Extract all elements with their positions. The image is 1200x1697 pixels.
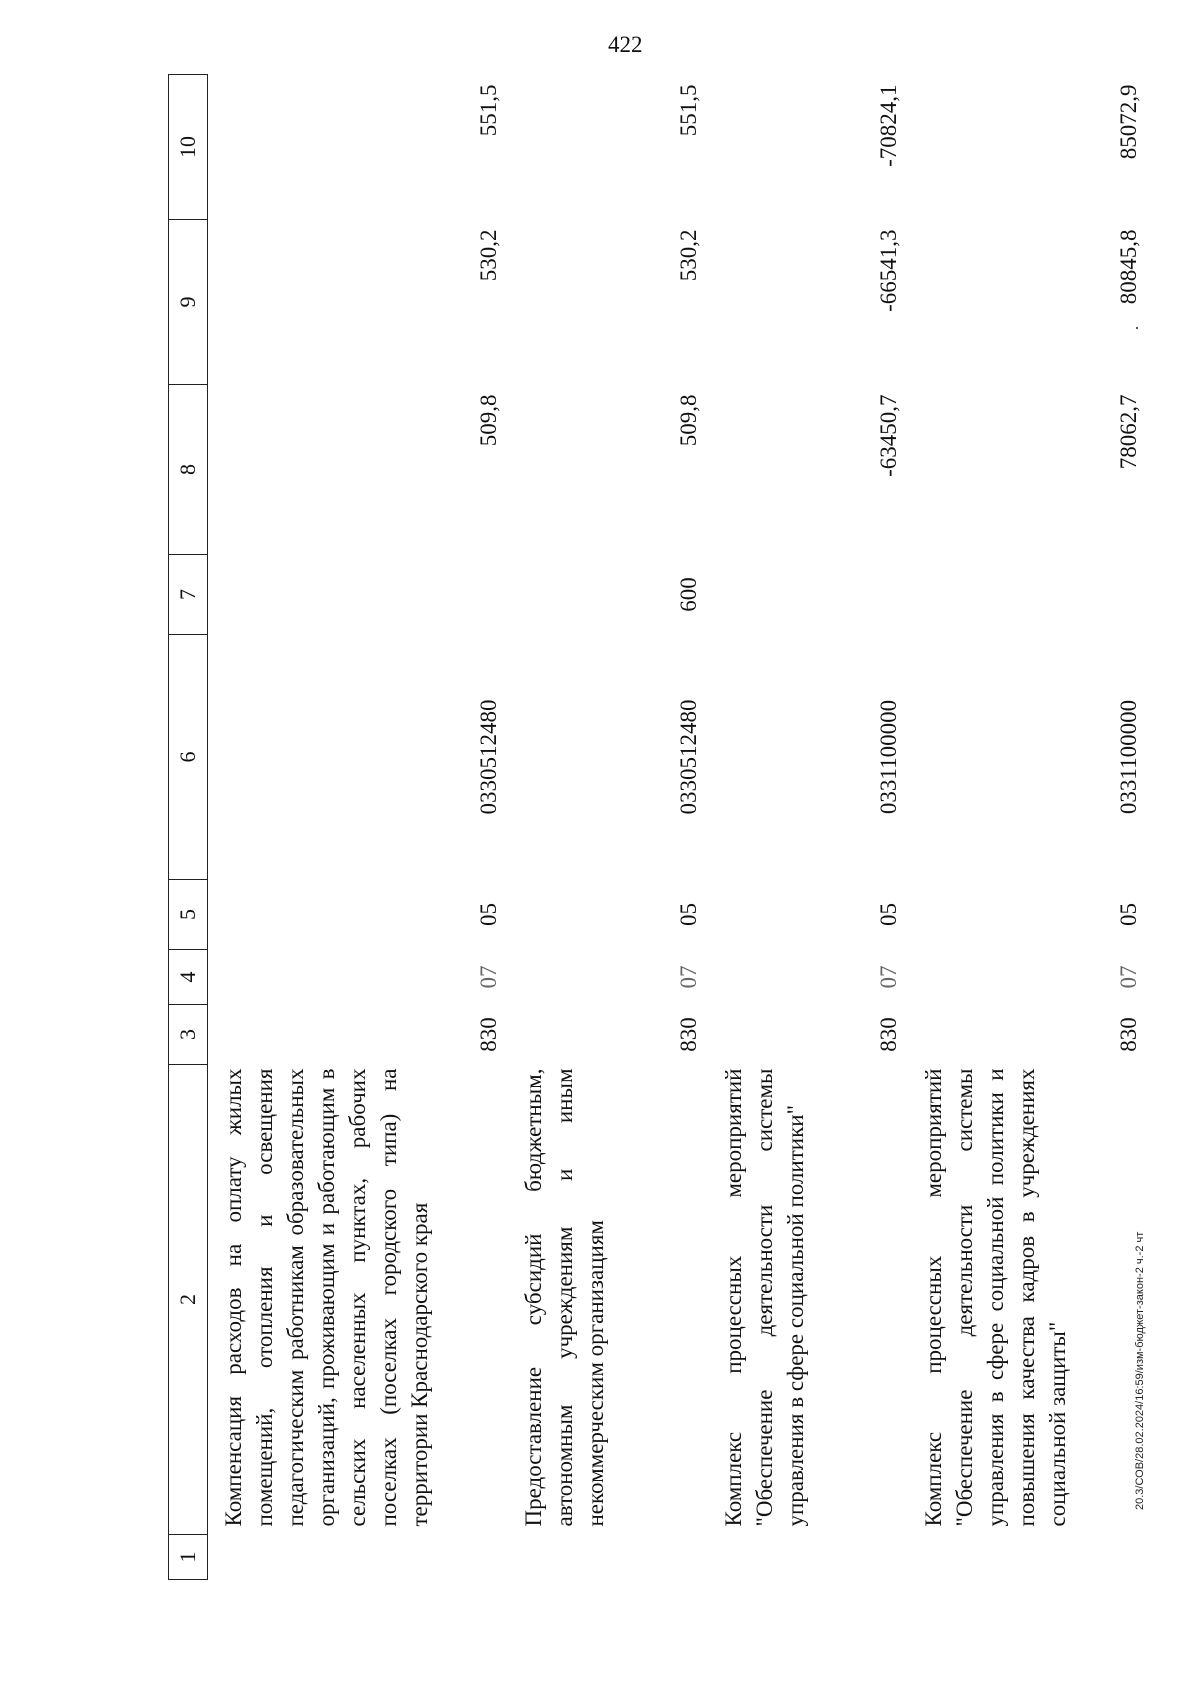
- row-c4-cell: 07: [675, 965, 701, 989]
- row-c9-cell: 80845,8: [1115, 229, 1141, 305]
- table-header-row: [169, 75, 208, 1580]
- row-c10-cell: 551,5: [675, 84, 701, 137]
- th-col-2: 2: [169, 1065, 208, 1535]
- row-c7-cell: [208, 555, 508, 635]
- page-number: 422: [608, 32, 643, 57]
- row-c4-cell: 07: [1115, 965, 1141, 989]
- th-col-3: 3: [169, 1005, 208, 1065]
- row-c8-cell: 78062,7: [1115, 394, 1141, 470]
- table-row: [508, 75, 708, 1580]
- row-c6-cell: 0330512480: [675, 699, 701, 815]
- row-col1-cell: [508, 1535, 708, 1580]
- row-c8-cell: 509,8: [475, 394, 501, 447]
- row-c4-cell: 07: [875, 965, 901, 989]
- row-c5-cell: 05: [475, 903, 501, 926]
- row-c6-cell: 0330512480: [475, 699, 501, 815]
- th-col-1: 1: [169, 1535, 208, 1580]
- row-c6-cell: 0331100000: [1115, 699, 1141, 815]
- row-c3-cell: 830: [475, 1017, 501, 1052]
- row-col1-cell: [208, 1535, 508, 1580]
- row-c6-cell: 0331100000: [875, 699, 901, 815]
- row-c7-cell: 600: [675, 577, 701, 612]
- row-c7-cell: [908, 555, 1148, 635]
- row-c9-cell: -66541,3: [875, 229, 901, 312]
- row-c7-cell: [708, 555, 908, 635]
- th-col-6: 6: [169, 635, 208, 880]
- budget-table-body-rotated: [168, 75, 1200, 1580]
- row-c5-cell: 05: [675, 903, 701, 926]
- row-c10-cell: -70824,1: [875, 84, 901, 167]
- row-name-cell: Комплекс процессных мероприятий "Обеспечение деятельности системы управления в сфере социальной политики и повышения качества кадров в учреждениях социальной защиты": [920, 1068, 1070, 1527]
- row-name-cell: Компенсация расходов на оплату жилых помещений, отопления и освещения педагогическим работникам образовательных организаций, проживающим и работающим в сельских населенных пунктах, рабочих поселках (поселках городского типа) на территории Краснодарского края: [221, 1068, 432, 1527]
- row-c3-cell: 830: [675, 1017, 701, 1052]
- row-col1-cell: [908, 1535, 1148, 1580]
- row-c3-cell: 830: [1115, 1017, 1141, 1052]
- th-col-4: 4: [169, 950, 208, 1005]
- row-c9-cell: 530,2: [675, 229, 701, 282]
- table-row: [208, 75, 508, 1580]
- th-col-10: 10: [169, 75, 208, 220]
- th-col-5: 5: [169, 880, 208, 950]
- row-name-cell: Предоставление субсидий бюджетным, автономным учреждениям и иным некоммерческим организациям: [520, 1068, 608, 1527]
- th-col-7: 7: [169, 555, 208, 635]
- row-c8-cell: 509,8: [675, 394, 701, 447]
- row-name-cell: Комплекс процессных мероприятий "Обеспечение деятельности системы управления в сфере социальной политики": [720, 1068, 808, 1527]
- table-row: [908, 75, 1148, 1580]
- row-col1-cell: [708, 1535, 908, 1580]
- row-c5-cell: 05: [875, 903, 901, 926]
- row-c10-cell: 551,5: [475, 84, 501, 137]
- row-c9-cell: 530,2: [475, 229, 501, 282]
- row-c10-cell: 85072,9: [1115, 84, 1141, 160]
- row-c3-cell: 830: [875, 1017, 901, 1052]
- table-row: [708, 75, 908, 1580]
- th-col-8: 8: [169, 385, 208, 555]
- budget-table-main: [168, 74, 1148, 1580]
- th-col-9: 9: [169, 220, 208, 385]
- row-c4-cell: 07: [475, 965, 501, 989]
- row-c5-cell: 05: [1115, 903, 1141, 926]
- document-footer: 20.3/СОВ/28.02.2024/16:59/изм-бюджет-закон-2 ч.-2 чт: [1134, 1231, 1146, 1510]
- row-c8-cell: -63450,7: [875, 394, 901, 477]
